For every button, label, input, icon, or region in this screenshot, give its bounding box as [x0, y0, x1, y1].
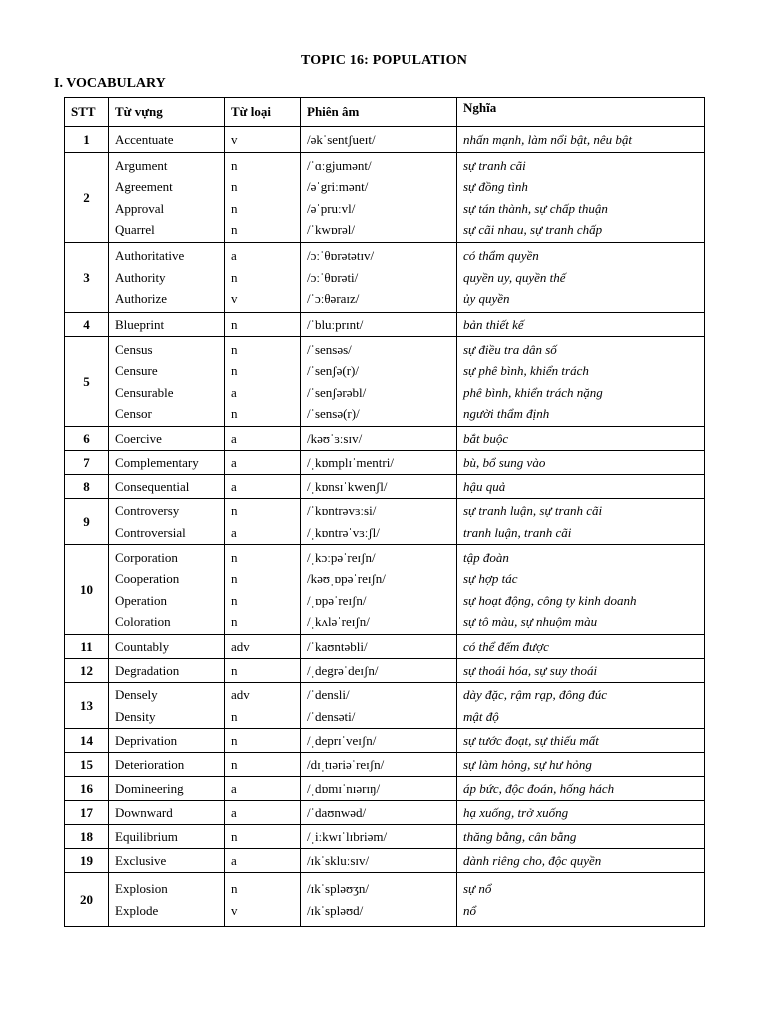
pos-text: n — [231, 828, 238, 844]
pos-text: n — [231, 157, 238, 173]
word-cell — [109, 427, 225, 451]
ipa-cell — [301, 729, 457, 753]
ipa-cell — [301, 475, 457, 499]
ipa-text: /ɔːˈθɒrəti/ — [307, 269, 359, 285]
word-text: Quarrel — [115, 222, 155, 237]
word-cell — [109, 873, 225, 927]
ipa-cell — [301, 659, 457, 683]
word-text: Exclusive — [115, 852, 167, 868]
table-row — [65, 243, 705, 313]
pos-text: a — [231, 780, 237, 796]
ipa-cell — [301, 499, 457, 545]
meaning-text: sự tô màu, sự nhuộm màu — [463, 614, 598, 629]
pos-text: a — [231, 524, 237, 540]
ipa-text: /ˌdɒmɪˈnɪərɪŋ/ — [307, 780, 381, 796]
word-cell — [109, 659, 225, 683]
row-number: 1 — [65, 127, 109, 153]
table-header-row — [65, 98, 705, 127]
pos-text: n — [231, 179, 238, 194]
row-number: 10 — [65, 545, 109, 635]
meaning-text: sự điều tra dân số — [463, 341, 557, 357]
ipa-text: /ɪkˈspləʊd/ — [307, 902, 364, 918]
row-number: 7 — [65, 451, 109, 475]
meaning-text: sự tranh luận, sự tranh cãi — [463, 503, 603, 518]
ipa-text: /ˌɒpəˈreɪʃn/ — [307, 592, 367, 608]
pos-text: a — [231, 804, 237, 820]
ipa-cell — [301, 753, 457, 777]
pos-text: n — [231, 732, 238, 748]
vocabulary-table — [64, 97, 705, 927]
row-number: 16 — [65, 777, 109, 801]
table-row — [65, 451, 705, 475]
pos-cell — [225, 777, 301, 801]
meaning-cell — [457, 475, 705, 499]
ipa-cell — [301, 243, 457, 313]
pos-text: n — [231, 571, 238, 586]
word-text: Agreement — [115, 179, 173, 194]
word-text: Corporation — [115, 549, 178, 565]
header-meaning: Nghĩa — [457, 98, 705, 127]
pos-cell — [225, 825, 301, 849]
meaning-text: nhấn mạnh, làm nổi bật, nêu bật — [463, 131, 632, 147]
pos-cell — [225, 545, 301, 635]
word-text: Densely — [115, 687, 158, 702]
meaning-text: thăng bằng, cân bằng — [463, 828, 577, 844]
word-cell — [109, 825, 225, 849]
meaning-text: hạ xuống, trở xuống — [463, 804, 569, 820]
pos-text: a — [231, 384, 237, 400]
ipa-cell — [301, 873, 457, 927]
header-ipa: Phiên âm — [301, 98, 457, 127]
row-number: 2 — [65, 153, 109, 243]
row-number: 12 — [65, 659, 109, 683]
pos-cell — [225, 427, 301, 451]
ipa-cell — [301, 153, 457, 243]
meaning-text: hậu quả — [463, 478, 506, 494]
ipa-text: /ɔːˈθɒrətətɪv/ — [307, 248, 375, 264]
meaning-text: có thẩm quyền — [463, 248, 539, 264]
meaning-cell — [457, 683, 705, 729]
meaning-text: dành riêng cho, độc quyền — [463, 852, 602, 868]
row-number: 9 — [65, 499, 109, 545]
table-body — [65, 127, 705, 927]
section-heading: I. VOCABULARY — [54, 76, 166, 91]
ipa-text: /əˈpruːvl/ — [307, 200, 356, 216]
pos-text: v — [231, 131, 238, 147]
pos-text: n — [231, 708, 238, 724]
word-cell — [109, 753, 225, 777]
pos-text: a — [231, 248, 237, 264]
row-number: 5 — [65, 337, 109, 427]
pos-cell — [225, 475, 301, 499]
ipa-cell — [301, 313, 457, 337]
meaning-cell — [457, 753, 705, 777]
meaning-cell — [457, 729, 705, 753]
meaning-cell — [457, 427, 705, 451]
meaning-text: dày đặc, rậm rạp, đông đúc — [463, 687, 608, 702]
pos-text: n — [231, 222, 238, 237]
row-number: 6 — [65, 427, 109, 451]
word-cell — [109, 153, 225, 243]
meaning-text: tập đoàn — [463, 549, 509, 565]
word-text: Authorize — [115, 291, 167, 307]
word-text: Argument — [115, 157, 168, 173]
ipa-cell — [301, 451, 457, 475]
ipa-text: /ˌkɒmplɪˈmentri/ — [307, 454, 394, 470]
pos-cell — [225, 849, 301, 873]
meaning-text: sự tranh cãi — [463, 157, 526, 173]
word-cell — [109, 777, 225, 801]
pos-text: a — [231, 454, 237, 470]
word-text: Controversial — [115, 524, 186, 540]
table-row — [65, 127, 705, 153]
pos-text: n — [231, 662, 238, 678]
meaning-text: sự tán thành, sự chấp thuận — [463, 200, 608, 216]
ipa-cell — [301, 635, 457, 659]
ipa-text: /ˈɔːθəraɪz/ — [307, 291, 360, 307]
word-cell — [109, 475, 225, 499]
ipa-cell — [301, 825, 457, 849]
meaning-text: sự hợp tác — [463, 571, 518, 586]
word-text: Downward — [115, 804, 173, 820]
pos-cell — [225, 451, 301, 475]
table-row — [65, 801, 705, 825]
table-row — [65, 313, 705, 337]
ipa-text: /ˈkwɒrəl/ — [307, 222, 355, 237]
pos-cell — [225, 729, 301, 753]
meaning-cell — [457, 451, 705, 475]
ipa-cell — [301, 127, 457, 153]
meaning-cell — [457, 337, 705, 427]
pos-text: adv — [231, 687, 250, 702]
row-number: 20 — [65, 873, 109, 927]
ipa-text: /ɪkˈskluːsɪv/ — [307, 852, 370, 868]
table-row — [65, 499, 705, 545]
meaning-text: áp bức, độc đoán, hống hách — [463, 780, 615, 796]
meaning-cell — [457, 127, 705, 153]
word-text: Deprivation — [115, 732, 178, 748]
meaning-cell — [457, 153, 705, 243]
meaning-cell — [457, 873, 705, 927]
ipa-text: /ˈdensəti/ — [307, 708, 356, 724]
pos-text: n — [231, 503, 238, 518]
word-text: Domineering — [115, 780, 184, 796]
ipa-text: /ˌdegrəˈdeɪʃn/ — [307, 662, 379, 678]
table-row — [65, 153, 705, 243]
meaning-text: sự nổ — [463, 881, 492, 896]
pos-text: n — [231, 316, 238, 332]
ipa-text: /kəʊˌɒpəˈreɪʃn/ — [307, 571, 386, 586]
meaning-text: tranh luận, tranh cãi — [463, 524, 572, 540]
ipa-cell — [301, 545, 457, 635]
word-cell — [109, 243, 225, 313]
row-number: 17 — [65, 801, 109, 825]
meaning-cell — [457, 825, 705, 849]
pos-cell — [225, 753, 301, 777]
table-row — [65, 427, 705, 451]
table-row — [65, 777, 705, 801]
word-cell — [109, 683, 225, 729]
ipa-cell — [301, 427, 457, 451]
meaning-text: bù, bổ sung vào — [463, 454, 546, 470]
ipa-cell — [301, 849, 457, 873]
word-text: Authoritative — [115, 248, 185, 264]
ipa-text: /ˈdaʊnwəd/ — [307, 804, 367, 820]
table-row — [65, 683, 705, 729]
word-cell — [109, 545, 225, 635]
meaning-text: người thẩm định — [463, 406, 550, 421]
word-text: Censurable — [115, 384, 174, 400]
pos-cell — [225, 659, 301, 683]
word-cell — [109, 499, 225, 545]
word-text: Equilibrium — [115, 828, 178, 844]
word-text: Authority — [115, 269, 166, 285]
pos-text: v — [231, 902, 238, 918]
ipa-text: /ˈdensli/ — [307, 687, 350, 702]
word-text: Accentuate — [115, 131, 174, 147]
ipa-text: /ˈsensə(r)/ — [307, 406, 360, 421]
ipa-text: /ɪkˈspləʊʒn/ — [307, 881, 370, 896]
meaning-text: nổ — [463, 902, 476, 918]
pos-text: a — [231, 852, 237, 868]
ipa-text: /ˈɑːgjumənt/ — [307, 157, 372, 173]
row-number: 11 — [65, 635, 109, 659]
header-word: Từ vựng — [109, 98, 225, 127]
pos-text: n — [231, 341, 238, 357]
row-number: 19 — [65, 849, 109, 873]
table-row — [65, 659, 705, 683]
word-text: Deterioration — [115, 756, 185, 772]
ipa-text: /əkˈsentʃueɪt/ — [307, 131, 376, 147]
meaning-text: bắt buộc — [463, 430, 509, 446]
pos-text: n — [231, 269, 238, 285]
word-text: Complementary — [115, 454, 199, 470]
row-number: 8 — [65, 475, 109, 499]
pos-text: n — [231, 363, 238, 378]
table-row — [65, 825, 705, 849]
meaning-text: sự tước đoạt, sự thiếu mất — [463, 732, 599, 748]
row-number: 14 — [65, 729, 109, 753]
table-row — [65, 545, 705, 635]
word-text: Approval — [115, 200, 165, 216]
meaning-text: quyền uy, quyền thế — [463, 269, 566, 285]
ipa-text: /ˈsenʃərəbl/ — [307, 384, 367, 400]
ipa-text: /ˈbluːprɪnt/ — [307, 316, 364, 332]
pos-text: n — [231, 614, 238, 629]
meaning-text: có thể đếm được — [463, 638, 549, 654]
table-row — [65, 849, 705, 873]
header-pos: Từ loại — [225, 98, 301, 127]
word-cell — [109, 313, 225, 337]
meaning-text: sự phê bình, khiển trách — [463, 363, 589, 378]
ipa-cell — [301, 777, 457, 801]
pos-cell — [225, 313, 301, 337]
ipa-text: /ˌkɒnsɪˈkwenʃl/ — [307, 478, 388, 494]
word-text: Consequential — [115, 478, 190, 494]
ipa-cell — [301, 683, 457, 729]
word-text: Degradation — [115, 662, 180, 678]
header-stt: STT — [65, 98, 109, 127]
word-cell — [109, 801, 225, 825]
meaning-text: phê bình, khiển trách nặng — [463, 384, 603, 400]
meaning-cell — [457, 849, 705, 873]
meaning-text: sự thoái hóa, sự suy thoái — [463, 662, 598, 678]
ipa-text: /ˈkaʊntəbli/ — [307, 638, 368, 654]
ipa-text: /ˌdeprɪˈveɪʃn/ — [307, 732, 377, 748]
pos-text: v — [231, 291, 238, 307]
ipa-text: /ˌkɔːpəˈreɪʃn/ — [307, 549, 376, 565]
meaning-text: bản thiết kế — [463, 316, 524, 332]
word-text: Censure — [115, 363, 158, 378]
meaning-text: sự làm hỏng, sự hư hỏng — [463, 756, 592, 772]
meaning-cell — [457, 545, 705, 635]
meaning-cell — [457, 659, 705, 683]
pos-cell — [225, 243, 301, 313]
ipa-text: /ˌkɒntrəˈvɜːʃl/ — [307, 524, 380, 540]
word-text: Explode — [115, 902, 159, 918]
pos-text: n — [231, 406, 238, 421]
word-text: Explosion — [115, 881, 168, 896]
word-text: Cooperation — [115, 571, 180, 586]
ipa-text: /ˌkʌləˈreɪʃn/ — [307, 614, 370, 629]
pos-cell — [225, 499, 301, 545]
word-cell — [109, 635, 225, 659]
ipa-text: /ˈsensəs/ — [307, 341, 352, 357]
pos-text: a — [231, 430, 237, 446]
word-text: Census — [115, 341, 153, 357]
word-text: Operation — [115, 592, 167, 608]
meaning-cell — [457, 243, 705, 313]
word-text: Controversy — [115, 503, 180, 518]
meaning-cell — [457, 313, 705, 337]
pos-cell — [225, 337, 301, 427]
row-number: 3 — [65, 243, 109, 313]
meaning-text: sự đồng tình — [463, 179, 528, 194]
ipa-text: /ˈsenʃə(r)/ — [307, 363, 359, 378]
table-row — [65, 873, 705, 927]
meaning-cell — [457, 635, 705, 659]
meaning-cell — [457, 777, 705, 801]
word-cell — [109, 127, 225, 153]
word-text: Coercive — [115, 430, 162, 446]
meaning-text: sự cãi nhau, sự tranh chấp — [463, 222, 603, 237]
word-text: Coloration — [115, 614, 171, 629]
pos-cell — [225, 801, 301, 825]
table-row — [65, 753, 705, 777]
pos-cell — [225, 153, 301, 243]
table-row — [65, 475, 705, 499]
ipa-text: /ˈkɒntrəvɜːsi/ — [307, 503, 377, 518]
pos-cell — [225, 873, 301, 927]
meaning-cell — [457, 801, 705, 825]
pos-text: adv — [231, 638, 250, 654]
pos-text: n — [231, 881, 238, 896]
page-title: TOPIC 16: POPULATION — [300, 53, 468, 68]
row-number: 4 — [65, 313, 109, 337]
word-text: Blueprint — [115, 316, 165, 332]
pos-cell — [225, 127, 301, 153]
pos-cell — [225, 635, 301, 659]
word-cell — [109, 337, 225, 427]
ipa-text: /dɪˌtɪəriəˈreɪʃn/ — [307, 756, 385, 772]
table-row — [65, 729, 705, 753]
word-cell — [109, 729, 225, 753]
word-cell — [109, 451, 225, 475]
pos-text: n — [231, 592, 238, 608]
word-text: Countably — [115, 638, 170, 654]
word-text: Density — [115, 708, 156, 724]
pos-cell — [225, 683, 301, 729]
word-cell — [109, 849, 225, 873]
ipa-cell — [301, 801, 457, 825]
pos-text: n — [231, 549, 238, 565]
pos-text: n — [231, 756, 238, 772]
meaning-text: ủy quyền — [463, 291, 510, 307]
row-number: 13 — [65, 683, 109, 729]
pos-text: n — [231, 200, 238, 216]
ipa-text: /əˈgriːmənt/ — [307, 179, 369, 194]
row-number: 15 — [65, 753, 109, 777]
ipa-cell — [301, 337, 457, 427]
meaning-text: sự hoạt động, công ty kinh doanh — [463, 592, 637, 608]
table-row — [65, 635, 705, 659]
ipa-text: /kəʊˈɜːsɪv/ — [307, 430, 363, 446]
table-row — [65, 337, 705, 427]
row-number: 18 — [65, 825, 109, 849]
meaning-text: mật độ — [463, 708, 499, 724]
meaning-cell — [457, 499, 705, 545]
word-text: Censor — [115, 406, 152, 421]
pos-text: a — [231, 478, 237, 494]
ipa-text: /ˌiːkwɪˈlɪbriəm/ — [307, 828, 388, 844]
